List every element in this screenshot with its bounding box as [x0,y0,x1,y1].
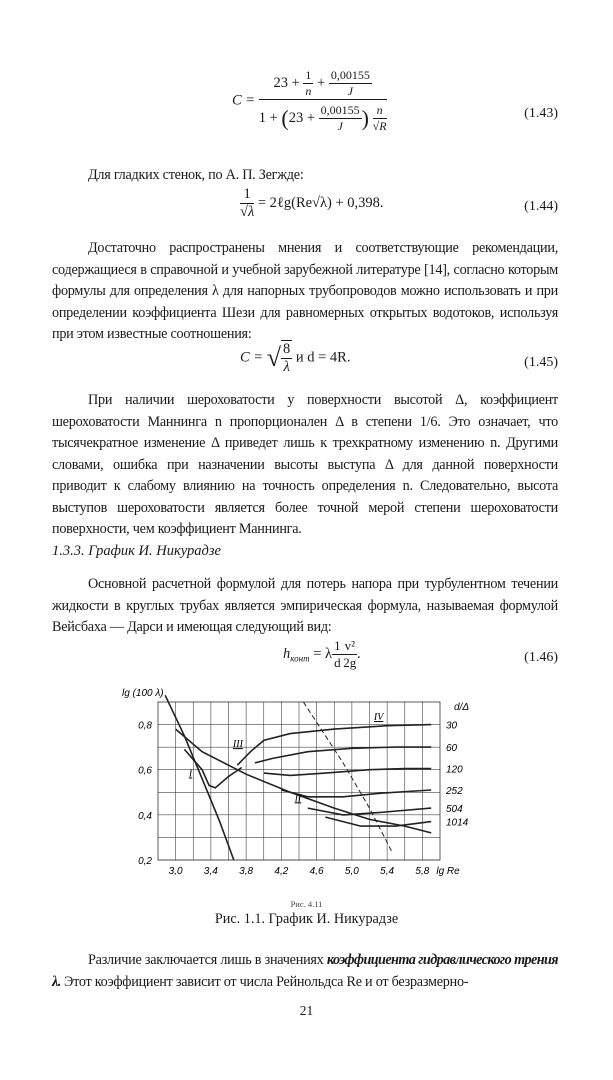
series-label-1014: 1014 [446,817,469,829]
section-heading: 1.3.3. График И. Никурадзе [52,543,221,559]
equation-1-44: $\frac{1}{√\lambda}$ = 2ℓg(Re√λ) + 0,398. [240,186,384,220]
region-label-IV: IV [373,712,384,724]
y-axis-label: lg (100 λ) [122,688,164,699]
eq-1-43-fraction: 23 + $\frac{1}{n}$ + $\frac{0,00155}{J}$ 1 + (23 + $\frac{0,00155}{J}$ ) $\frac{n}{√R}$ [258,68,387,133]
eq-number-1-46: (1.46) [524,650,558,665]
figure-caption: Рис. 1.1. График И. Никурадзе [214,911,399,927]
x-tick-label: 4,2 [274,866,289,877]
equation-1-45: C = √ $\frac{8}{\lambda}$ и d = 4R. [240,341,351,375]
smeared-term: коэффициента гидравлического трения λ. [52,952,558,990]
equation-1-46: $h_{конт} = \lambda$ $\frac{1}{d}$ $\frac{\text{v²}}{2g}$ . [283,638,361,670]
series-line-II [176,729,432,833]
series-label-252: 252 [446,786,463,798]
eq-number-1-45: (1.45) [524,355,558,370]
region-label-II: II [294,793,302,805]
equation-1-43: C = 23 + $\frac{1}{n}$ + $\frac{0,00155}{J}$ 1 + (23 + $\frac{0,00155}{J}$ ) $\frac{n}{√R}$ [232,68,387,133]
region-label-I: I [188,768,193,780]
paragraph-zegzhda: Для гладких стенок, по А. П. Зегжде: [88,167,304,183]
x-tick-label: 5,4 [380,866,395,877]
series-line-252 [281,790,431,797]
y-tick-label: 0,4 [138,810,152,822]
eq-number-1-44: (1.44) [524,199,558,214]
paragraph-4: Различие заключается лишь в значениях коэффициента гидравлического трения λ. Этот коэффициент зависит от числа Рейнольдса Re и от безразмерно- [52,952,558,990]
page-number: 21 [299,1003,314,1018]
y-tick-label: 0,8 [138,720,152,732]
nikuradse-chart [120,684,500,894]
series-label-30: 30 [446,720,458,732]
x-tick-label: 5,0 [344,866,359,877]
y-tick-label: 0,6 [138,765,152,777]
y-tick-label: 0,2 [138,856,152,867]
paragraph-1: Достаточно распространены мнения и соответствующие рекомендации, содержащиеся в справочной и учебной зарубежной литературе [14], согласно которым формулы для определения λ для напорных трубопроводов можно использовать и при определении коэффициента Шези для равномерных открытых водотоков, используя при этом известные соотношения: [52,240,558,342]
series-label-120: 120 [446,764,463,776]
x-axis-label: lg Re [436,866,460,877]
x-tick-label: 3,0 [168,866,183,877]
eq-number-1-43: (1.43) [524,106,558,121]
x-tick-label: 4,6 [309,866,324,877]
paragraph-3: Основной расчетной формулой для потерь напора при турбулентном течении жидкости в круглых трубах является эмпирическая формула, называемая формулой Вейсбаха — Дарси и имеющая следующий вид: [52,576,558,635]
x-tick-label: 3,4 [203,866,218,877]
x-tick-label: 5,8 [415,866,430,877]
x-tick-label: 3,8 [239,866,254,877]
series-label-504: 504 [446,804,463,816]
figure-small-label: Рис. 4.11 [290,899,323,909]
series-label-60: 60 [446,743,458,755]
region-label-III: III [232,739,243,751]
legend-title: d/Δ [454,702,470,713]
paragraph-2: При наличии шероховатости у поверхности высотой Δ, коэффициент шероховатости Маннинга n пропорционален Δ в степени 1/6. Это означает, что тысячекратное изменение Δ приведет лишь к трехкратному изменению n. Другими словами, ошибка при назначении высоты выступа Δ для данной поверхности приводит к слабому влиянию на точность определения n. Следовательно, высота выступов шероховатости является более точной мерой степени шероховатости поверхности, чем коэффициент Маннинга. [52,392,558,537]
